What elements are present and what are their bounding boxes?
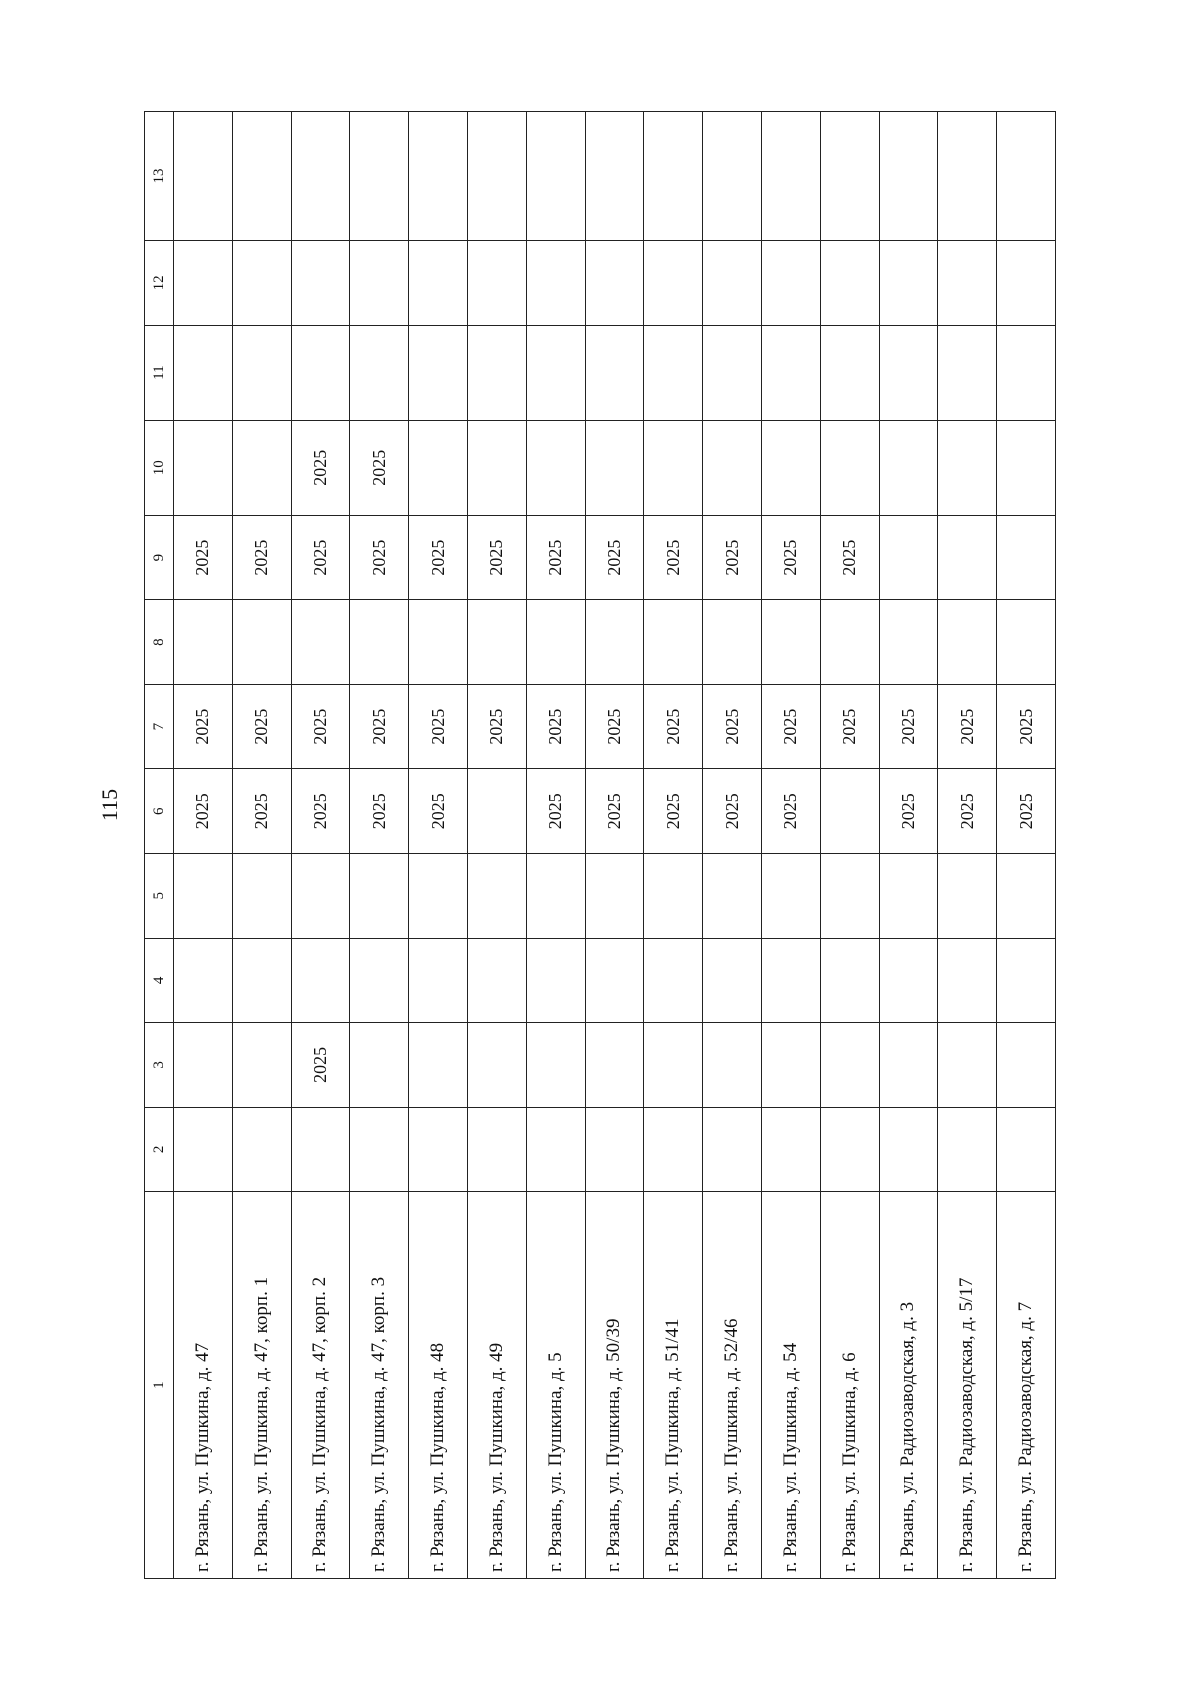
year-cell-c4 <box>350 938 409 1023</box>
year-cell-c9: 2025 <box>291 515 350 600</box>
year-cell-c7: 2025 <box>291 684 350 769</box>
year-cell-c4 <box>409 938 468 1023</box>
address-cell: г. Рязань, ул. Пушкина, д. 5 <box>526 1192 585 1579</box>
year-cell-c9: 2025 <box>467 515 526 600</box>
column-header: 4 <box>145 938 174 1023</box>
year-cell-c7: 2025 <box>938 684 997 769</box>
year-cell-c7: 2025 <box>820 684 879 769</box>
year-cell-c13 <box>703 112 762 241</box>
year-cell-c10 <box>703 420 762 515</box>
address-cell: г. Рязань, ул. Пушкина, д. 48 <box>409 1192 468 1579</box>
page-number: 115 <box>97 788 122 822</box>
year-cell-c12 <box>350 241 409 326</box>
year-cell-c13 <box>820 112 879 241</box>
year-cell-c10 <box>467 420 526 515</box>
year-cell-c12 <box>585 241 644 326</box>
year-cell-c12 <box>232 241 291 326</box>
year-cell-c5 <box>644 853 703 938</box>
year-cell-c9: 2025 <box>350 515 409 600</box>
table-row <box>703 112 762 1579</box>
year-cell-c12 <box>644 241 703 326</box>
year-cell-c4 <box>585 938 644 1023</box>
year-cell-c12 <box>174 241 233 326</box>
year-cell-c8 <box>467 600 526 685</box>
year-cell-c3 <box>997 1023 1056 1108</box>
year-cell-c8 <box>938 600 997 685</box>
year-cell-c3 <box>938 1023 997 1108</box>
year-cell-c2 <box>350 1107 409 1192</box>
year-cell-c2 <box>467 1107 526 1192</box>
year-cell-c13 <box>585 112 644 241</box>
table-row <box>174 112 233 1579</box>
year-cell-c7: 2025 <box>703 684 762 769</box>
year-cell-c6: 2025 <box>703 769 762 854</box>
table-row <box>467 112 526 1579</box>
table-row <box>938 112 997 1579</box>
year-cell-c13 <box>232 112 291 241</box>
year-cell-c9: 2025 <box>585 515 644 600</box>
year-cell-c13 <box>291 112 350 241</box>
year-cell-c9: 2025 <box>526 515 585 600</box>
table-row <box>232 112 291 1579</box>
year-cell-c11 <box>232 325 291 420</box>
year-cell-c5 <box>761 853 820 938</box>
table-body <box>174 112 1056 1579</box>
table-container <box>144 111 1056 1579</box>
year-cell-c4 <box>820 938 879 1023</box>
year-cell-c6: 2025 <box>232 769 291 854</box>
year-cell-c11 <box>526 325 585 420</box>
year-cell-c3 <box>350 1023 409 1108</box>
year-cell-c10 <box>820 420 879 515</box>
year-cell-c10 <box>409 420 468 515</box>
year-cell-c13 <box>879 112 938 241</box>
year-cell-c7: 2025 <box>997 684 1056 769</box>
year-cell-c4 <box>467 938 526 1023</box>
year-cell-c10 <box>644 420 703 515</box>
year-cell-c5 <box>879 853 938 938</box>
year-cell-c11 <box>467 325 526 420</box>
year-cell-c12 <box>409 241 468 326</box>
year-cell-c3 <box>703 1023 762 1108</box>
year-cell-c3 <box>761 1023 820 1108</box>
address-cell: г. Рязань, ул. Пушкина, д. 52/46 <box>703 1192 762 1579</box>
address-cell: г. Рязань, ул. Пушкина, д. 47, корп. 3 <box>350 1192 409 1579</box>
year-cell-c6 <box>467 769 526 854</box>
year-cell-c12 <box>761 241 820 326</box>
year-cell-c11 <box>938 325 997 420</box>
year-cell-c2 <box>526 1107 585 1192</box>
year-cell-c3 <box>644 1023 703 1108</box>
year-cell-c7: 2025 <box>467 684 526 769</box>
year-cell-c7: 2025 <box>350 684 409 769</box>
year-cell-c11 <box>761 325 820 420</box>
year-cell-c11 <box>879 325 938 420</box>
year-cell-c3 <box>526 1023 585 1108</box>
year-cell-c4 <box>174 938 233 1023</box>
column-header: 9 <box>145 515 174 600</box>
table-row <box>409 112 468 1579</box>
year-cell-c5 <box>350 853 409 938</box>
year-cell-c10 <box>997 420 1056 515</box>
year-cell-c3 <box>467 1023 526 1108</box>
year-cell-c4 <box>526 938 585 1023</box>
address-cell: г. Рязань, ул. Пушкина, д. 54 <box>761 1192 820 1579</box>
year-cell-c10 <box>938 420 997 515</box>
year-cell-c13 <box>644 112 703 241</box>
year-cell-c7: 2025 <box>761 684 820 769</box>
year-cell-c2 <box>174 1107 233 1192</box>
year-cell-c8 <box>174 600 233 685</box>
year-cell-c5 <box>467 853 526 938</box>
year-cell-c4 <box>938 938 997 1023</box>
year-cell-c7: 2025 <box>879 684 938 769</box>
year-cell-c13 <box>467 112 526 241</box>
year-cell-c6: 2025 <box>879 769 938 854</box>
year-cell-c4 <box>703 938 762 1023</box>
year-cell-c8 <box>350 600 409 685</box>
year-cell-c10 <box>232 420 291 515</box>
table-row <box>820 112 879 1579</box>
year-cell-c4 <box>291 938 350 1023</box>
year-cell-c11 <box>409 325 468 420</box>
year-cell-c7: 2025 <box>526 684 585 769</box>
year-cell-c6: 2025 <box>585 769 644 854</box>
year-cell-c2 <box>232 1107 291 1192</box>
column-header: 8 <box>145 600 174 685</box>
year-cell-c12 <box>703 241 762 326</box>
year-cell-c5 <box>585 853 644 938</box>
year-cell-c2 <box>585 1107 644 1192</box>
year-cell-c7: 2025 <box>644 684 703 769</box>
year-cell-c3 <box>820 1023 879 1108</box>
address-cell: г. Рязань, ул. Радиозаводская, д. 7 <box>997 1192 1056 1579</box>
year-cell-c6: 2025 <box>291 769 350 854</box>
year-cell-c6: 2025 <box>997 769 1056 854</box>
year-cell-c2 <box>703 1107 762 1192</box>
year-cell-c2 <box>761 1107 820 1192</box>
year-cell-c12 <box>879 241 938 326</box>
year-cell-c5 <box>232 853 291 938</box>
year-cell-c3 <box>879 1023 938 1108</box>
year-cell-c12 <box>291 241 350 326</box>
year-cell-c8 <box>820 600 879 685</box>
column-header: 7 <box>145 684 174 769</box>
year-cell-c10: 2025 <box>291 420 350 515</box>
year-cell-c11 <box>291 325 350 420</box>
year-cell-c10 <box>174 420 233 515</box>
year-cell-c12 <box>526 241 585 326</box>
year-cell-c4 <box>879 938 938 1023</box>
address-cell: г. Рязань, ул. Пушкина, д. 47 <box>174 1192 233 1579</box>
column-header: 6 <box>145 769 174 854</box>
year-cell-c11 <box>174 325 233 420</box>
year-cell-c5 <box>938 853 997 938</box>
year-cell-c8 <box>585 600 644 685</box>
year-cell-c6 <box>820 769 879 854</box>
column-header: 1 <box>145 1192 174 1579</box>
year-cell-c7: 2025 <box>409 684 468 769</box>
year-cell-c3 <box>409 1023 468 1108</box>
year-cell-c13 <box>350 112 409 241</box>
schedule-table <box>144 111 1056 1579</box>
year-cell-c9 <box>938 515 997 600</box>
year-cell-c11 <box>350 325 409 420</box>
table-row <box>761 112 820 1579</box>
year-cell-c8 <box>232 600 291 685</box>
address-cell: г. Рязань, ул. Пушкина, д. 47, корп. 1 <box>232 1192 291 1579</box>
year-cell-c11 <box>644 325 703 420</box>
year-cell-c11 <box>703 325 762 420</box>
year-cell-c3 <box>232 1023 291 1108</box>
address-cell: г. Рязань, ул. Радиозаводская, д. 5/17 <box>938 1192 997 1579</box>
year-cell-c9: 2025 <box>820 515 879 600</box>
year-cell-c13 <box>526 112 585 241</box>
address-cell: г. Рязань, ул. Пушкина, д. 50/39 <box>585 1192 644 1579</box>
year-cell-c9: 2025 <box>644 515 703 600</box>
year-cell-c10 <box>879 420 938 515</box>
year-cell-c6: 2025 <box>526 769 585 854</box>
year-cell-c10 <box>761 420 820 515</box>
year-cell-c9: 2025 <box>232 515 291 600</box>
column-header: 5 <box>145 853 174 938</box>
year-cell-c2 <box>409 1107 468 1192</box>
year-cell-c3 <box>585 1023 644 1108</box>
year-cell-c6: 2025 <box>409 769 468 854</box>
table-row <box>526 112 585 1579</box>
year-cell-c7: 2025 <box>585 684 644 769</box>
year-cell-c11 <box>585 325 644 420</box>
year-cell-c5 <box>409 853 468 938</box>
year-cell-c9: 2025 <box>703 515 762 600</box>
year-cell-c2 <box>997 1107 1056 1192</box>
year-cell-c13 <box>409 112 468 241</box>
year-cell-c12 <box>938 241 997 326</box>
year-cell-c5 <box>820 853 879 938</box>
year-cell-c8 <box>644 600 703 685</box>
year-cell-c9: 2025 <box>174 515 233 600</box>
year-cell-c4 <box>761 938 820 1023</box>
year-cell-c2 <box>879 1107 938 1192</box>
year-cell-c11 <box>997 325 1056 420</box>
year-cell-c6: 2025 <box>644 769 703 854</box>
year-cell-c8 <box>997 600 1056 685</box>
column-header: 10 <box>145 420 174 515</box>
address-cell: г. Рязань, ул. Пушкина, д. 49 <box>467 1192 526 1579</box>
year-cell-c5 <box>703 853 762 938</box>
year-cell-c4 <box>644 938 703 1023</box>
table-row <box>879 112 938 1579</box>
column-header: 3 <box>145 1023 174 1108</box>
year-cell-c13 <box>938 112 997 241</box>
year-cell-c9 <box>997 515 1056 600</box>
year-cell-c10 <box>526 420 585 515</box>
year-cell-c8 <box>291 600 350 685</box>
year-cell-c6: 2025 <box>174 769 233 854</box>
table-row <box>585 112 644 1579</box>
year-cell-c8 <box>761 600 820 685</box>
year-cell-c4 <box>232 938 291 1023</box>
year-cell-c13 <box>997 112 1056 241</box>
year-cell-c6: 2025 <box>761 769 820 854</box>
year-cell-c8 <box>526 600 585 685</box>
column-header: 12 <box>145 241 174 326</box>
year-cell-c10: 2025 <box>350 420 409 515</box>
year-cell-c8 <box>879 600 938 685</box>
year-cell-c9: 2025 <box>761 515 820 600</box>
year-cell-c13 <box>174 112 233 241</box>
year-cell-c6: 2025 <box>938 769 997 854</box>
header-row <box>145 112 174 1579</box>
column-header: 2 <box>145 1107 174 1192</box>
address-cell: г. Рязань, ул. Радиозаводская, д. 3 <box>879 1192 938 1579</box>
year-cell-c2 <box>291 1107 350 1192</box>
year-cell-c6: 2025 <box>350 769 409 854</box>
year-cell-c2 <box>644 1107 703 1192</box>
year-cell-c12 <box>997 241 1056 326</box>
year-cell-c11 <box>820 325 879 420</box>
year-cell-c5 <box>174 853 233 938</box>
year-cell-c7: 2025 <box>174 684 233 769</box>
table-row <box>291 112 350 1579</box>
year-cell-c8 <box>703 600 762 685</box>
year-cell-c12 <box>467 241 526 326</box>
year-cell-c4 <box>997 938 1056 1023</box>
address-cell: г. Рязань, ул. Пушкина, д. 51/41 <box>644 1192 703 1579</box>
table-row <box>350 112 409 1579</box>
year-cell-c3: 2025 <box>291 1023 350 1108</box>
year-cell-c9 <box>879 515 938 600</box>
year-cell-c8 <box>409 600 468 685</box>
table-row <box>997 112 1056 1579</box>
year-cell-c9: 2025 <box>409 515 468 600</box>
column-header: 11 <box>145 325 174 420</box>
address-cell: г. Рязань, ул. Пушкина, д. 47, корп. 2 <box>291 1192 350 1579</box>
year-cell-c2 <box>938 1107 997 1192</box>
column-header: 13 <box>145 112 174 241</box>
year-cell-c3 <box>174 1023 233 1108</box>
year-cell-c2 <box>820 1107 879 1192</box>
table-row <box>644 112 703 1579</box>
year-cell-c13 <box>761 112 820 241</box>
year-cell-c12 <box>820 241 879 326</box>
address-cell: г. Рязань, ул. Пушкина, д. 6 <box>820 1192 879 1579</box>
year-cell-c5 <box>997 853 1056 938</box>
year-cell-c5 <box>291 853 350 938</box>
year-cell-c5 <box>526 853 585 938</box>
year-cell-c10 <box>585 420 644 515</box>
year-cell-c7: 2025 <box>232 684 291 769</box>
